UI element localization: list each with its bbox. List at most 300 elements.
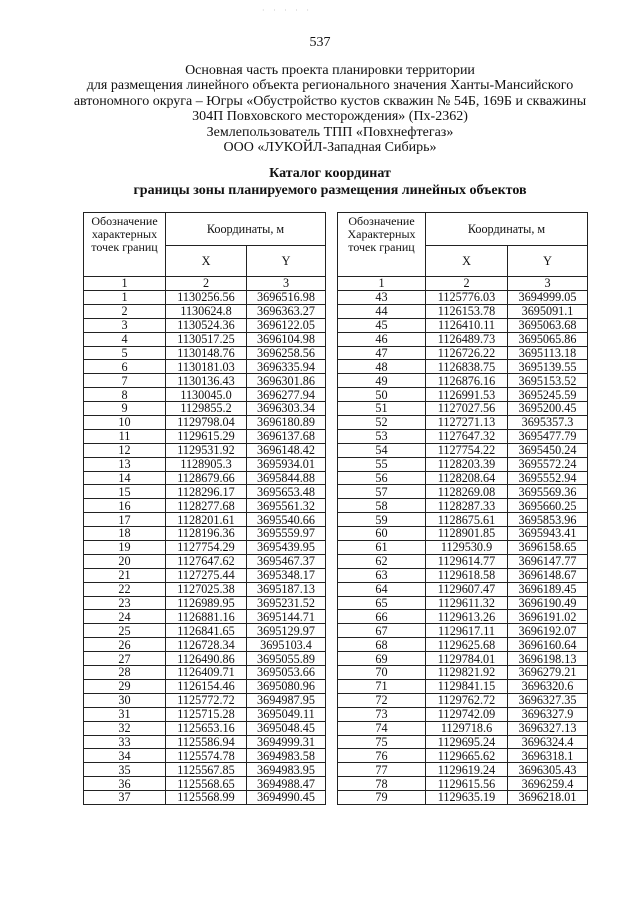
table-row — [338, 416, 588, 430]
point-number-cell: 12 — [84, 443, 166, 457]
y-coordinate-cell: 3696192.07 — [508, 624, 588, 638]
x-coordinate-cell: 1129607.47 — [426, 582, 508, 596]
x-coordinate-cell: 1129855.2 — [166, 402, 247, 416]
point-number-cell: 36 — [84, 777, 166, 791]
y-header: Y — [508, 246, 588, 277]
catalog-title-line: Каталог координат — [269, 166, 391, 181]
x-coordinate-cell: 1128208.64 — [426, 471, 508, 485]
y-coordinate-cell: 3696318.1 — [508, 749, 588, 763]
point-number-cell: 68 — [338, 638, 426, 652]
point-number-cell: 54 — [338, 443, 426, 457]
table-row — [84, 360, 326, 374]
table-row — [84, 596, 326, 610]
table-row — [84, 471, 326, 485]
x-coordinate-cell: 1130181.03 — [166, 360, 247, 374]
y-coordinate-cell: 3695080.96 — [247, 679, 326, 693]
x-coordinate-cell: 1129821.92 — [426, 666, 508, 680]
point-number-cell: 22 — [84, 582, 166, 596]
x-coordinate-cell: 1126876.16 — [426, 374, 508, 388]
x-coordinate-cell: 1129615.56 — [426, 777, 508, 791]
y-coordinate-cell: 3695103.4 — [247, 638, 326, 652]
table-row — [84, 749, 326, 763]
x-coordinate-cell: 1125586.94 — [166, 735, 247, 749]
y-coordinate-cell: 3696305.43 — [508, 763, 588, 777]
table-row — [84, 554, 326, 568]
table-row — [338, 777, 588, 791]
x-coordinate-cell: 1129625.68 — [426, 638, 508, 652]
y-coordinate-cell: 3696180.89 — [247, 416, 326, 430]
point-number-cell: 62 — [338, 554, 426, 568]
table-row — [84, 707, 326, 721]
scan-marks: · · · · · — [262, 6, 312, 15]
x-coordinate-cell: 1130148.76 — [166, 346, 247, 360]
y-coordinate-cell: 3695129.97 — [247, 624, 326, 638]
point-number-cell: 8 — [84, 388, 166, 402]
document-header — [40, 63, 620, 155]
point-number-cell: 28 — [84, 666, 166, 680]
point-number-cell: 51 — [338, 402, 426, 416]
x-coordinate-cell: 1127754.29 — [166, 541, 247, 555]
x-coordinate-cell: 1129530.9 — [426, 541, 508, 555]
table-row — [338, 707, 588, 721]
table-row — [84, 541, 326, 555]
table-row — [338, 291, 588, 305]
point-number-cell: 56 — [338, 471, 426, 485]
x-coordinate-cell: 1126409.71 — [166, 666, 247, 680]
x-coordinate-cell: 1127025.38 — [166, 582, 247, 596]
point-number-cell: 1 — [84, 291, 166, 305]
point-number-cell: 26 — [84, 638, 166, 652]
x-coordinate-cell: 1127027.56 — [426, 402, 508, 416]
x-coordinate-cell: 1129617.11 — [426, 624, 508, 638]
y-coordinate-cell: 3696516.98 — [247, 291, 326, 305]
y-coordinate-cell: 3696327.35 — [508, 693, 588, 707]
table-row — [338, 568, 588, 582]
x-coordinate-cell: 1126841.65 — [166, 624, 247, 638]
x-coordinate-cell: 1128679.66 — [166, 471, 247, 485]
y-coordinate-cell: 3695048.45 — [247, 721, 326, 735]
x-coordinate-cell: 1129531.92 — [166, 443, 247, 457]
y-coordinate-cell: 3695559.97 — [247, 527, 326, 541]
table-row — [84, 499, 326, 513]
table-row — [338, 443, 588, 457]
y-coordinate-cell: 3695653.48 — [247, 485, 326, 499]
x-coordinate-cell: 1129618.58 — [426, 568, 508, 582]
table-row — [84, 513, 326, 527]
header-line: автономного округа – Югры «Обустройство кустов скважин № 54Б, 169Б и скважины — [73, 93, 587, 109]
table-row — [338, 554, 588, 568]
point-number-cell: 52 — [338, 416, 426, 430]
y-coordinate-cell: 3696335.94 — [247, 360, 326, 374]
y-coordinate-cell: 3696363.27 — [247, 304, 326, 318]
y-coordinate-cell: 3696218.01 — [508, 791, 588, 805]
point-number-cell: 61 — [338, 541, 426, 555]
y-coordinate-cell: 3695065.86 — [508, 332, 588, 346]
point-number-cell: 44 — [338, 304, 426, 318]
x-coordinate-cell: 1129611.32 — [426, 596, 508, 610]
table-row — [338, 457, 588, 471]
y-coordinate-cell: 3695187.13 — [247, 582, 326, 596]
table-row — [84, 443, 326, 457]
point-number-cell: 16 — [84, 499, 166, 513]
table-row — [338, 346, 588, 360]
y-coordinate-cell: 3696324.4 — [508, 735, 588, 749]
table-row — [84, 679, 326, 693]
x-coordinate-cell: 1129841.15 — [426, 679, 508, 693]
page-number: 537 — [309, 35, 331, 50]
y-coordinate-cell: 3694983.95 — [247, 763, 326, 777]
x-coordinate-cell: 1126410.11 — [426, 318, 508, 332]
x-coordinate-cell: 1129784.01 — [426, 652, 508, 666]
point-label-header: Обозначение характерных точек границ — [84, 213, 166, 277]
point-number-cell: 50 — [338, 388, 426, 402]
y-coordinate-cell: 3694983.58 — [247, 749, 326, 763]
table-row — [338, 693, 588, 707]
point-number-cell: 2 — [84, 304, 166, 318]
table-body — [84, 291, 326, 805]
table-row — [84, 721, 326, 735]
y-coordinate-cell: 3695139.55 — [508, 360, 588, 374]
x-coordinate-cell: 1125772.72 — [166, 693, 247, 707]
point-number-cell: 37 — [84, 791, 166, 805]
table-row — [84, 332, 326, 346]
point-number-cell: 76 — [338, 749, 426, 763]
y-coordinate-cell: 3696190.49 — [508, 596, 588, 610]
table-row — [338, 388, 588, 402]
y-coordinate-cell: 3695540.66 — [247, 513, 326, 527]
table-row — [338, 638, 588, 652]
x-coordinate-cell: 1130517.25 — [166, 332, 247, 346]
y-coordinate-cell: 3696198.13 — [508, 652, 588, 666]
point-number-cell: 71 — [338, 679, 426, 693]
y-coordinate-cell: 3696191.02 — [508, 610, 588, 624]
point-number-cell: 65 — [338, 596, 426, 610]
point-number-cell: 11 — [84, 429, 166, 443]
table-row — [338, 332, 588, 346]
x-coordinate-cell: 1125568.99 — [166, 791, 247, 805]
x-coordinate-cell: 1125653.16 — [166, 721, 247, 735]
point-number-cell: 49 — [338, 374, 426, 388]
table-row — [338, 624, 588, 638]
point-number-cell: 18 — [84, 527, 166, 541]
header-line: 304П Повховского месторождения» (Пх-2362) — [192, 109, 468, 125]
point-number-cell: 23 — [84, 596, 166, 610]
point-number-cell: 66 — [338, 610, 426, 624]
y-coordinate-cell: 3696327.9 — [508, 707, 588, 721]
x-coordinate-cell: 1127754.22 — [426, 443, 508, 457]
point-number-cell: 69 — [338, 652, 426, 666]
point-number-cell: 30 — [84, 693, 166, 707]
header-line: для размещения линейного объекта регионального значения Ханты-Мансийского — [86, 78, 574, 94]
point-number-cell: 67 — [338, 624, 426, 638]
y-coordinate-cell: 3694990.45 — [247, 791, 326, 805]
col-number: 3 — [508, 277, 588, 291]
y-coordinate-cell: 3695552.94 — [508, 471, 588, 485]
table-row — [84, 304, 326, 318]
x-coordinate-cell: 1128269.08 — [426, 485, 508, 499]
point-number-cell: 77 — [338, 763, 426, 777]
y-coordinate-cell: 3696148.67 — [508, 568, 588, 582]
y-coordinate-cell: 3694999.31 — [247, 735, 326, 749]
point-number-cell: 60 — [338, 527, 426, 541]
y-coordinate-cell: 3694999.05 — [508, 291, 588, 305]
col-number: 1 — [84, 277, 166, 291]
point-label-header: Обозначение Характерных точек границ — [338, 213, 426, 277]
y-coordinate-cell: 3694987.95 — [247, 693, 326, 707]
table-row — [84, 638, 326, 652]
col-number: 2 — [166, 277, 247, 291]
header-line: Землепользователь ТПП «Повхнефтегаз» — [206, 124, 454, 140]
x-coordinate-cell: 1125568.65 — [166, 777, 247, 791]
point-number-cell: 73 — [338, 707, 426, 721]
point-number-cell: 72 — [338, 693, 426, 707]
point-number-cell: 55 — [338, 457, 426, 471]
point-number-cell: 48 — [338, 360, 426, 374]
x-coordinate-cell: 1126838.75 — [426, 360, 508, 374]
table-row — [84, 610, 326, 624]
table-row — [338, 527, 588, 541]
point-number-cell: 15 — [84, 485, 166, 499]
y-coordinate-cell: 3695153.52 — [508, 374, 588, 388]
col-number: 2 — [426, 277, 508, 291]
point-number-cell: 10 — [84, 416, 166, 430]
y-coordinate-cell: 3695943.41 — [508, 527, 588, 541]
table-row — [84, 429, 326, 443]
x-coordinate-cell: 1128905.3 — [166, 457, 247, 471]
x-coordinate-cell: 1126728.34 — [166, 638, 247, 652]
y-coordinate-cell: 3695231.52 — [247, 596, 326, 610]
point-number-cell: 59 — [338, 513, 426, 527]
x-coordinate-cell: 1130624.8 — [166, 304, 247, 318]
x-coordinate-cell: 1130136.43 — [166, 374, 247, 388]
x-coordinate-cell: 1125715.28 — [166, 707, 247, 721]
y-coordinate-cell: 3696303.34 — [247, 402, 326, 416]
x-coordinate-cell: 1126489.73 — [426, 332, 508, 346]
table-row — [338, 679, 588, 693]
table-row — [338, 582, 588, 596]
point-number-cell: 14 — [84, 471, 166, 485]
table-row — [338, 318, 588, 332]
x-coordinate-cell: 1126881.16 — [166, 610, 247, 624]
y-coordinate-cell: 3696301.86 — [247, 374, 326, 388]
x-coordinate-cell: 1125776.03 — [426, 291, 508, 305]
table-row — [338, 429, 588, 443]
header-line: ООО «ЛУКОЙЛ-Западная Сибирь» — [223, 140, 437, 156]
x-coordinate-cell: 1126490.86 — [166, 652, 247, 666]
y-coordinate-cell: 3695091.1 — [508, 304, 588, 318]
x-coordinate-cell: 1129742.09 — [426, 707, 508, 721]
y-coordinate-cell: 3695934.01 — [247, 457, 326, 471]
x-coordinate-cell: 1128277.68 — [166, 499, 247, 513]
catalog-title — [40, 165, 620, 199]
table-row — [338, 304, 588, 318]
table-row — [84, 791, 326, 805]
x-coordinate-cell: 1128287.33 — [426, 499, 508, 513]
point-number-cell: 43 — [338, 291, 426, 305]
table-row — [84, 666, 326, 680]
x-coordinate-cell: 1125567.85 — [166, 763, 247, 777]
y-coordinate-cell: 3696137.68 — [247, 429, 326, 443]
table-row — [84, 485, 326, 499]
point-number-cell: 17 — [84, 513, 166, 527]
table-row — [84, 291, 326, 305]
point-number-cell: 19 — [84, 541, 166, 555]
header-line: Основная часть проекта планировки территории — [185, 63, 475, 78]
x-coordinate-cell: 1130524.36 — [166, 318, 247, 332]
table-row — [84, 693, 326, 707]
point-number-cell: 53 — [338, 429, 426, 443]
coordinates-table-right — [337, 212, 588, 805]
y-coordinate-cell: 3695113.18 — [508, 346, 588, 360]
table-body — [338, 291, 588, 805]
point-number-cell: 3 — [84, 318, 166, 332]
y-coordinate-cell: 3695467.37 — [247, 554, 326, 568]
point-number-cell: 34 — [84, 749, 166, 763]
x-coordinate-cell: 1129635.19 — [426, 791, 508, 805]
table-row — [338, 596, 588, 610]
y-coordinate-cell: 3695660.25 — [508, 499, 588, 513]
table-row — [338, 471, 588, 485]
point-number-cell: 7 — [84, 374, 166, 388]
y-coordinate-cell: 3696189.45 — [508, 582, 588, 596]
x-coordinate-cell: 1128901.85 — [426, 527, 508, 541]
x-coordinate-cell: 1126154.46 — [166, 679, 247, 693]
y-coordinate-cell: 3696160.64 — [508, 638, 588, 652]
y-coordinate-cell: 3696122.05 — [247, 318, 326, 332]
y-coordinate-cell: 3696327.13 — [508, 721, 588, 735]
y-coordinate-cell: 3696259.4 — [508, 777, 588, 791]
x-coordinate-cell: 1128201.61 — [166, 513, 247, 527]
x-coordinate-cell: 1129615.29 — [166, 429, 247, 443]
y-coordinate-cell: 3695245.59 — [508, 388, 588, 402]
point-number-cell: 58 — [338, 499, 426, 513]
y-coordinate-cell: 3695561.32 — [247, 499, 326, 513]
table-row — [338, 499, 588, 513]
table-row — [338, 610, 588, 624]
col-number: 1 — [338, 277, 426, 291]
point-number-cell: 31 — [84, 707, 166, 721]
y-coordinate-cell: 3695569.36 — [508, 485, 588, 499]
x-coordinate-cell: 1127275.44 — [166, 568, 247, 582]
y-coordinate-cell: 3695144.71 — [247, 610, 326, 624]
point-number-cell: 70 — [338, 666, 426, 680]
table-row — [84, 374, 326, 388]
point-number-cell: 78 — [338, 777, 426, 791]
point-number-cell: 5 — [84, 346, 166, 360]
point-number-cell: 79 — [338, 791, 426, 805]
table-row — [338, 763, 588, 777]
y-header: Y — [247, 246, 326, 277]
point-number-cell: 33 — [84, 735, 166, 749]
table-row — [338, 749, 588, 763]
table-row — [338, 791, 588, 805]
point-number-cell: 32 — [84, 721, 166, 735]
point-number-cell: 47 — [338, 346, 426, 360]
x-coordinate-cell: 1126726.22 — [426, 346, 508, 360]
point-number-cell: 57 — [338, 485, 426, 499]
x-coordinate-cell: 1127271.13 — [426, 416, 508, 430]
y-coordinate-cell: 3696277.94 — [247, 388, 326, 402]
point-number-cell: 9 — [84, 402, 166, 416]
y-coordinate-cell: 3696279.21 — [508, 666, 588, 680]
x-coordinate-cell: 1129614.77 — [426, 554, 508, 568]
y-coordinate-cell: 3695439.95 — [247, 541, 326, 555]
x-coordinate-cell: 1128196.36 — [166, 527, 247, 541]
x-header: X — [166, 246, 247, 277]
y-coordinate-cell: 3696158.65 — [508, 541, 588, 555]
table-row — [338, 735, 588, 749]
point-number-cell: 4 — [84, 332, 166, 346]
table-row — [84, 582, 326, 596]
table-row — [84, 402, 326, 416]
point-number-cell: 27 — [84, 652, 166, 666]
table-row — [84, 346, 326, 360]
y-coordinate-cell: 3695049.11 — [247, 707, 326, 721]
coordinates-table-left — [83, 212, 326, 805]
catalog-title-line: границы зоны планируемого размещения линейных объектов — [133, 183, 527, 198]
point-number-cell: 29 — [84, 679, 166, 693]
x-coordinate-cell: 1130256.56 — [166, 291, 247, 305]
x-coordinate-cell: 1128296.17 — [166, 485, 247, 499]
point-number-cell: 74 — [338, 721, 426, 735]
x-coordinate-cell: 1125574.78 — [166, 749, 247, 763]
x-coordinate-cell: 1129695.24 — [426, 735, 508, 749]
table-row — [84, 388, 326, 402]
y-coordinate-cell: 3695055.89 — [247, 652, 326, 666]
table-row — [84, 318, 326, 332]
point-number-cell: 20 — [84, 554, 166, 568]
y-coordinate-cell: 3696104.98 — [247, 332, 326, 346]
table-row — [338, 652, 588, 666]
point-number-cell: 13 — [84, 457, 166, 471]
y-coordinate-cell: 3695200.45 — [508, 402, 588, 416]
x-header: X — [426, 246, 508, 277]
y-coordinate-cell: 3695348.17 — [247, 568, 326, 582]
y-coordinate-cell: 3695450.24 — [508, 443, 588, 457]
x-coordinate-cell: 1128203.39 — [426, 457, 508, 471]
y-coordinate-cell: 3696258.56 — [247, 346, 326, 360]
table-row — [84, 527, 326, 541]
point-number-cell: 46 — [338, 332, 426, 346]
table-row — [338, 666, 588, 680]
x-coordinate-cell: 1128675.61 — [426, 513, 508, 527]
point-number-cell: 25 — [84, 624, 166, 638]
x-coordinate-cell: 1126991.53 — [426, 388, 508, 402]
table-row — [84, 416, 326, 430]
table-row — [84, 777, 326, 791]
point-number-cell: 63 — [338, 568, 426, 582]
table-row — [338, 485, 588, 499]
x-coordinate-cell: 1127647.62 — [166, 554, 247, 568]
table-row — [84, 652, 326, 666]
y-coordinate-cell: 3696147.77 — [508, 554, 588, 568]
y-coordinate-cell: 3695572.24 — [508, 457, 588, 471]
point-number-cell: 35 — [84, 763, 166, 777]
col-number: 3 — [247, 277, 326, 291]
point-number-cell: 75 — [338, 735, 426, 749]
point-number-cell: 64 — [338, 582, 426, 596]
point-number-cell: 21 — [84, 568, 166, 582]
y-coordinate-cell: 3695063.68 — [508, 318, 588, 332]
y-coordinate-cell: 3695357.3 — [508, 416, 588, 430]
x-coordinate-cell: 1130045.0 — [166, 388, 247, 402]
point-number-cell: 24 — [84, 610, 166, 624]
coords-label-header: Координаты, м — [166, 213, 326, 246]
table-row — [84, 763, 326, 777]
table-row — [84, 624, 326, 638]
table-row — [338, 402, 588, 416]
table-row — [338, 374, 588, 388]
